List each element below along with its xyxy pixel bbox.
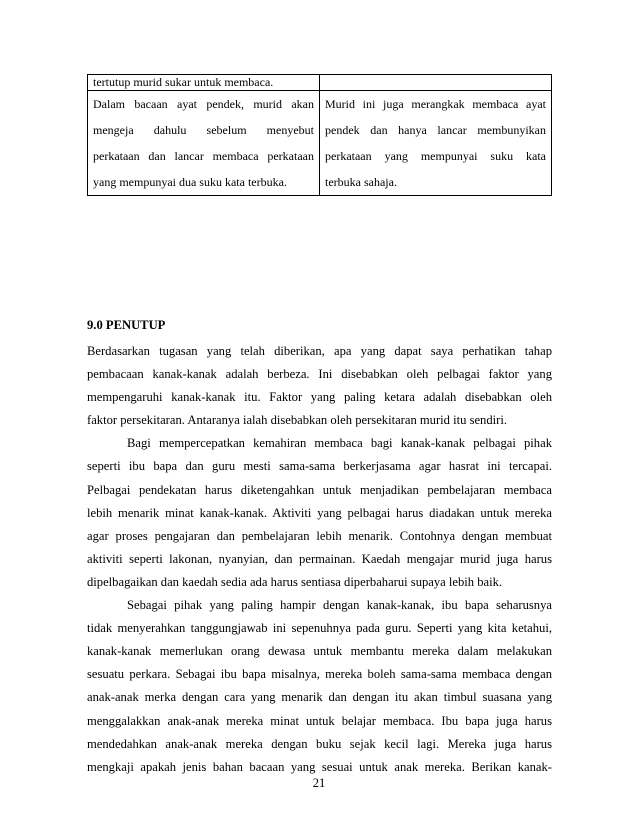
cell-text: tertutup murid sukar untuk membaca. <box>93 75 274 89</box>
section-content <box>87 316 552 779</box>
text-line: mempengaruhi kanak-kanak itu. Faktor yang paling ketara adalah disebabkan oleh <box>87 390 552 405</box>
text-line: pembacaan kanak-kanak adalah berbeza. Ini disebabkan oleh pelbagai faktor yang <box>87 367 552 382</box>
text-line: seperti ibu bapa dan guru mesti sama-sama berkerjasama agar hasrat ini tercapai. <box>87 459 552 474</box>
paragraph-1 <box>87 340 552 432</box>
text-line: agar proses pengajaran dan pembelajaran lebih menarik. Contohnya dengan membuat <box>87 528 552 543</box>
cell-line: Murid ini juga merangkak membaca ayat <box>325 97 546 111</box>
text-line: Pelbagai pendekatan harus diketengahkan untuk menjadikan pembelajaran membaca <box>87 482 552 497</box>
table-cell-main-right <box>320 91 552 196</box>
table-row <box>88 91 552 196</box>
cell-line: perkataan yang mempunyai suku kata <box>325 149 546 163</box>
text-line: Berdasarkan tugasan yang telah diberikan, apa yang dapat saya perhatikan tahap <box>87 344 552 358</box>
text-line: Sebagai pihak yang paling hampir dengan kanak-kanak, ibu bapa seharusnya <box>127 598 552 613</box>
text-line: aktiviti seperti lakonan, nyanyian, dan permainan. Kaedah mengajar murid juga harus <box>87 551 552 566</box>
cell-line: mengeja dahulu sebelum menyebut <box>93 123 314 137</box>
paragraph-2 <box>87 432 552 594</box>
text-line: sesuatu perkara. Sebagai ibu bapa misalnya, mereka boleh sama-sama membaca dengan <box>87 667 552 682</box>
cell-line: pendek dan hanya lancar membunyikan <box>325 123 546 137</box>
text-line: menggalakkan anak-anak mereka minat untuk belajar membaca. Ibu bapa juga harus <box>87 713 552 728</box>
paragraph-3 <box>87 594 552 779</box>
text-line: tidak menyerahkan tanggungjawab ini sepenuhnya pada guru. Seperti yang kita ketahui, <box>87 621 552 636</box>
comparison-table <box>87 74 552 196</box>
text-line: lebih menarik minat kanak-kanak. Aktiviti yang pelbagai harus diadakan untuk mereka <box>87 505 552 520</box>
cell-line: terbuka sahaja. <box>325 175 397 189</box>
cell-line: yang mempunyai dua suku kata terbuka. <box>93 175 287 189</box>
text-line: kanak-kanak memerlukan orang dewasa untuk membantu mereka dalam melakukan <box>87 644 552 659</box>
text-line: faktor persekitaran. Antaranya ialah disebabkan oleh persekitaran murid itu sendiri. <box>87 413 507 428</box>
text-line: mendedahkan anak-anak mereka dengan buku sejak kecil lagi. Mereka juga harus <box>87 736 552 751</box>
table-cell-main-left <box>88 91 320 196</box>
text-line: Bagi mempercepatkan kemahiran membaca bagi kanak-kanak pelbagai pihak <box>127 436 552 451</box>
cell-line: Dalam bacaan ayat pendek, murid akan <box>93 97 314 111</box>
page-number: 21 <box>312 776 326 790</box>
table-row <box>88 75 552 91</box>
table-cell-top-right <box>320 75 552 91</box>
cell-line: perkataan dan lancar membaca perkataan <box>93 149 314 163</box>
table-cell-top-left <box>88 75 320 91</box>
text-line: dipelbagaikan dan kaedah sedia ada harus sentiasa diperbaharui supaya lebih baik. <box>87 574 503 589</box>
section-heading: 9.0 PENUTUP <box>87 318 166 332</box>
text-line: mengkaji apakah jenis bahan bacaan yang sesuai untuk anak mereka. Berikan kanak- <box>87 759 552 774</box>
text-line: anak-anak merka dengan cara yang menarik dan dengan itu akan timbul suasana yang <box>87 690 552 705</box>
